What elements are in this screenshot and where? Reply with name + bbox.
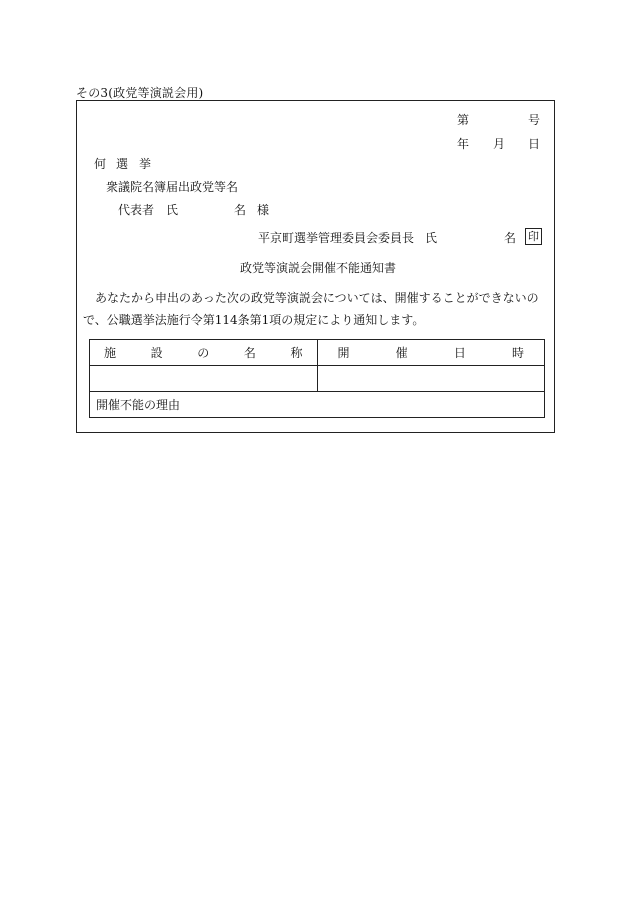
election-char-1: 何	[94, 157, 107, 171]
representative-label: 代表者	[118, 203, 155, 217]
date-day: 日	[528, 137, 541, 151]
date-year: 年	[457, 137, 470, 151]
table-value-row	[90, 366, 545, 392]
date-time-header	[317, 340, 545, 366]
reason-row	[90, 392, 545, 418]
date-time-value	[317, 366, 545, 392]
table-header-row	[90, 340, 545, 366]
party-name-label: 衆議院名簿届出政党等名	[106, 180, 239, 194]
facility-header-char: の	[197, 346, 210, 360]
facility-header-char: 設	[150, 346, 163, 360]
election-char-2: 選	[116, 157, 129, 171]
facility-header-char: 名	[243, 346, 256, 360]
facility-header-char: 施	[104, 346, 117, 360]
number-prefix: 第	[457, 113, 470, 127]
facility-table	[89, 339, 545, 418]
seal-mark: 印	[525, 228, 542, 245]
datetime-header-char: 開	[337, 346, 350, 360]
election-char-3: 挙	[139, 157, 152, 171]
date-month: 月	[493, 137, 506, 151]
document-title: 政党等演説会開催不能通知書	[240, 261, 397, 275]
sender-shi: 氏	[425, 231, 438, 245]
facility-name-header	[90, 340, 318, 366]
representative-shi: 氏	[166, 203, 179, 217]
representative-mei: 名	[234, 203, 247, 217]
datetime-header-char: 日	[453, 346, 466, 360]
datetime-header-char: 時	[511, 346, 524, 360]
form-caption: その3(政党等演説会用)	[76, 86, 204, 100]
facility-name-value	[90, 366, 318, 392]
sender-mei: 名	[504, 231, 517, 245]
sender-title: 平京町選挙管理委員会委員長	[258, 231, 415, 245]
reason-label: 開催不能の理由	[90, 392, 545, 418]
number-suffix: 号	[528, 113, 541, 127]
notice-frame	[76, 100, 555, 433]
facility-header-char: 称	[290, 346, 303, 360]
representative-sama: 様	[257, 203, 270, 217]
body-text: あなたから申出のあった次の政党等演説会については、開催することができないので、公職選挙法施行令第114条第1項の規定により通知します。	[83, 291, 539, 327]
datetime-header-char: 催	[395, 346, 408, 360]
